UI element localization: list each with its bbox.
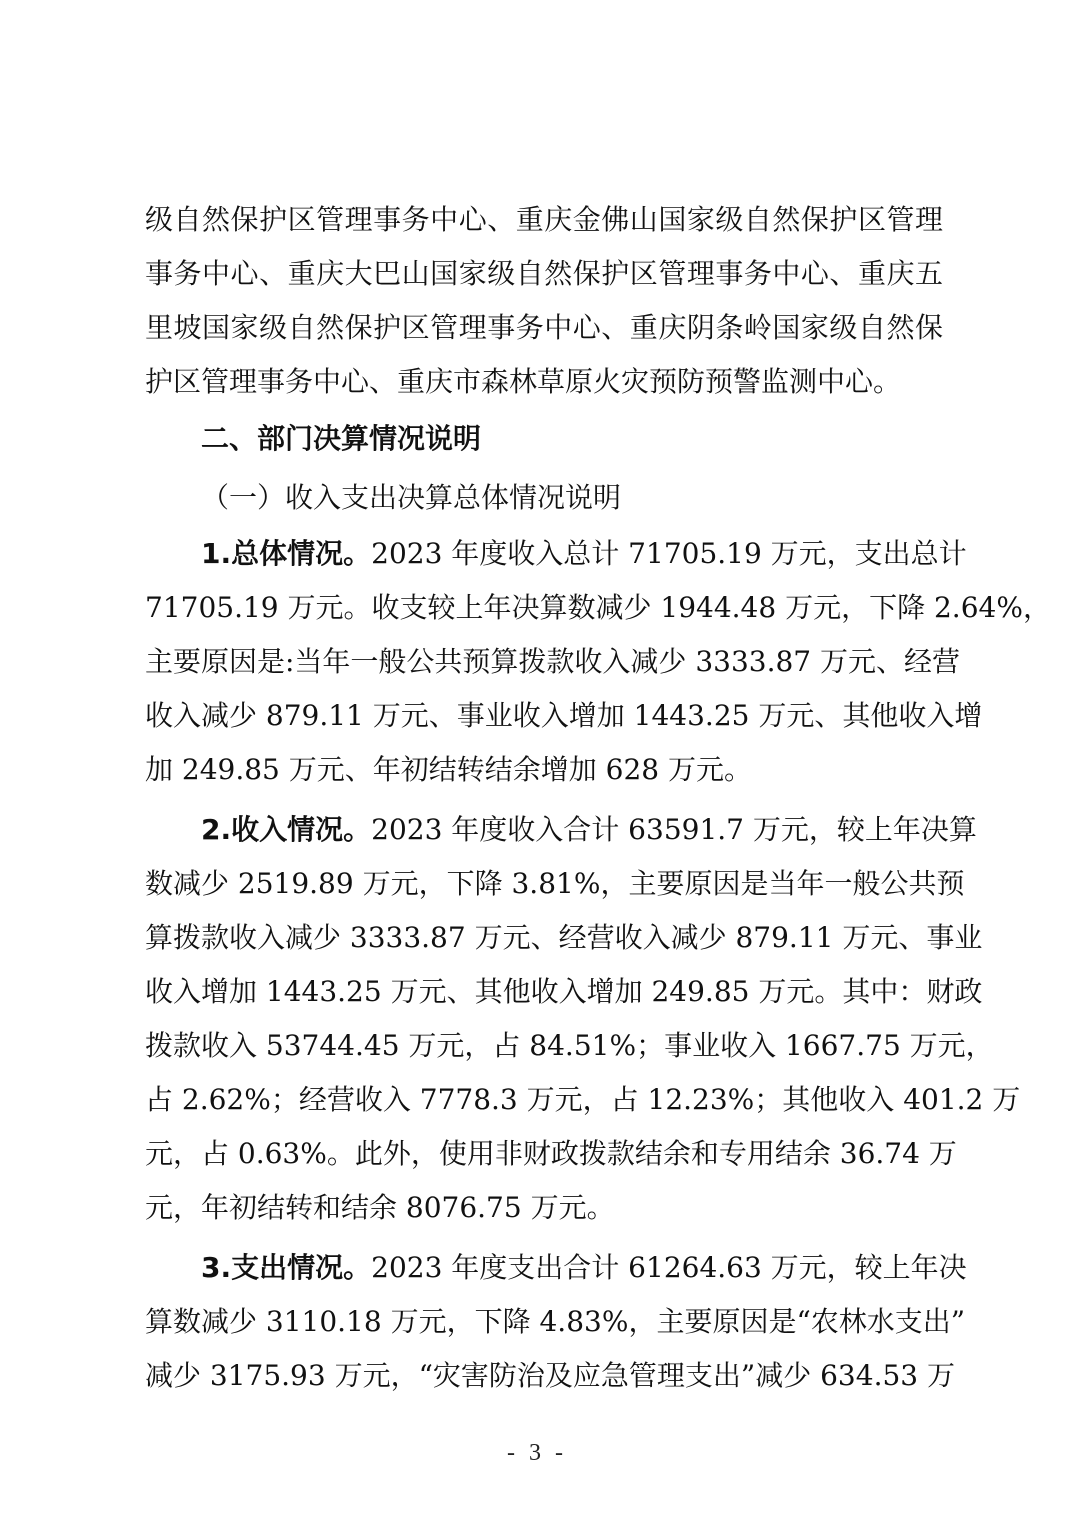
paragraph-first-line — [145, 527, 967, 581]
text-line: 算数减少 3110.18 万元，下降 4.83%，主要原因是“农林水支出” — [145, 1305, 966, 1338]
text-line: 算拨款收入减少 3333.87 万元、经营收入减少 879.11 万元、事业 — [145, 921, 983, 954]
text-line: 级自然保护区管理事务中心、重庆金佛山国家级自然保护区管理 — [145, 203, 943, 236]
paragraph-overall — [145, 527, 1051, 797]
text-line: 元，年初结转和结余 8076.75 万元。 — [145, 1191, 615, 1224]
paragraph-income — [145, 803, 1021, 1235]
paragraph-lead: 2.收入情况。 — [201, 813, 372, 846]
text-line: 元，占 0.63%。此外，使用非财政拨款结余和专用结余 36.74 万 — [145, 1137, 957, 1170]
text-line: 护区管理事务中心、重庆市森林草原火灾预防预警监测中心。 — [145, 365, 902, 398]
subsection-heading: （一）收入支出决算总体情况说明 — [201, 481, 622, 514]
text-line: 加 249.85 万元、年初结转结余增加 628 万元。 — [145, 753, 753, 786]
text-line: 收入增加 1443.25 万元、其他收入增加 249.85 万元。其中：财政 — [145, 975, 983, 1008]
text-line: 71705.19 万元。收支较上年决算数减少 1944.48 万元，下降 2.64%， — [145, 591, 1051, 624]
paragraph-first-line — [145, 803, 977, 857]
text-line: 事务中心、重庆大巴山国家级自然保护区管理事务中心、重庆五 — [145, 257, 943, 290]
text-line: 减少 3175.93 万元，“灾害防治及应急管理支出”减少 634.53 万 — [145, 1359, 955, 1392]
paragraph-text: 2023 年度收入总计 71705.19 万元，支出总计 — [371, 537, 967, 570]
text-line: 收入减少 879.11 万元、事业收入增加 1443.25 万元、其他收入增 — [145, 699, 983, 732]
paragraph-lead: 3.支出情况。 — [201, 1251, 372, 1284]
text-line: 数减少 2519.89 万元，下降 3.81%，主要原因是当年一般公共预 — [145, 867, 965, 900]
page-number: - 3 - — [507, 1440, 567, 1466]
text-line: 占 2.62%；经营收入 7778.3 万元，占 12.23%；其他收入 401.2 万 — [145, 1083, 1021, 1116]
section-heading: 二、部门决算情况说明 — [201, 422, 482, 455]
text-line: 拨款收入 53744.45 万元，占 84.51%；事业收入 1667.75 万元， — [145, 1029, 994, 1062]
paragraph-text: 2023 年度支出合计 61264.63 万元，较上年决 — [371, 1251, 967, 1284]
paragraph-expenditure — [145, 1241, 967, 1403]
paragraph-first-line — [145, 1241, 967, 1295]
continuation-paragraph — [145, 193, 943, 409]
document-page — [145, 193, 1051, 1403]
paragraph-lead: 1.总体情况。 — [201, 537, 372, 570]
text-line: 里坡国家级自然保护区管理事务中心、重庆阴条岭国家级自然保 — [145, 311, 943, 344]
paragraph-text: 2023 年度收入合计 63591.7 万元，较上年决算 — [371, 813, 977, 846]
text-line: 主要原因是:当年一般公共预算拨款收入减少 3333.87 万元、经营 — [145, 645, 961, 678]
